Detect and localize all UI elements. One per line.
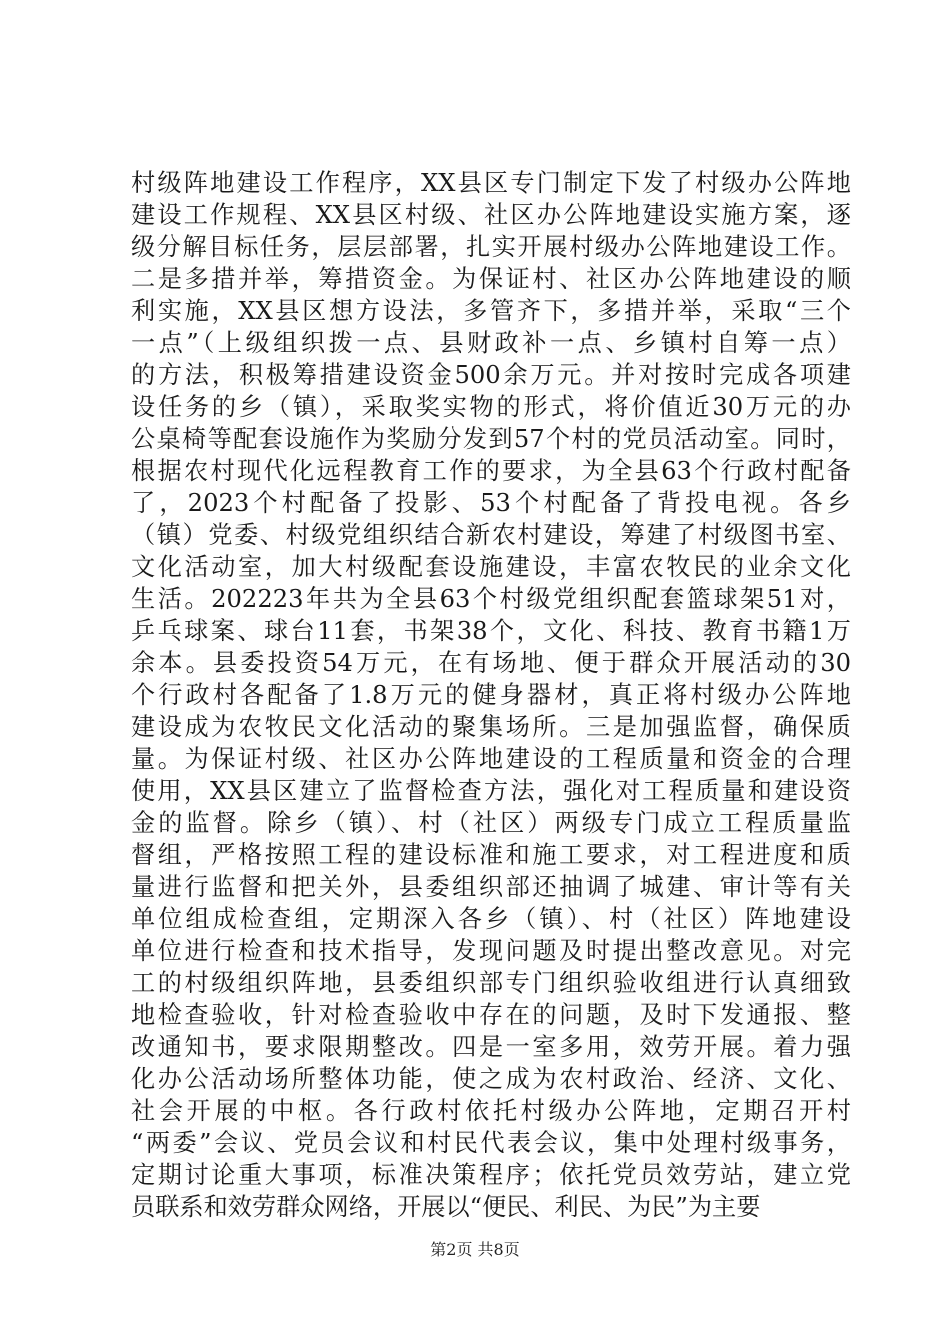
text-line: 化办公活动场所整体功能，使之成为农村政治、经济、文化、: [131, 1065, 851, 1093]
text-line: 二是多措并举，筹措资金。为保证村、社区办公阵地建设的顺: [131, 265, 851, 293]
text-line: 级分解目标任务，层层部署，扎实开展村级办公阵地建设工作。: [131, 233, 851, 261]
text-line: 设任务的乡（镇），采取奖实物的形式，将价值近30万元的办: [131, 393, 851, 421]
text-line: 生活。202223年共为全县63个村级党组织配套篮球架51对，: [131, 585, 851, 613]
text-line: 单位进行检查和技术指导，发现问题及时提出整改意见。对完: [131, 937, 851, 965]
text-line: “两委”会议、党员会议和村民代表会议，集中处理村级事务，: [131, 1129, 851, 1157]
text-line: 使用，XX县区建立了监督检查方法，强化对工程质量和建设资: [131, 777, 851, 805]
text-line: 利实施，XX县区想方设法，多管齐下，多措并举，采取“三个: [131, 297, 851, 325]
text-line: 一点”（上级组织拨一点、县财政补一点、乡镇村自筹一点）: [131, 329, 851, 357]
text-line: 量。为保证村级、社区办公阵地建设的工程质量和资金的合理: [131, 745, 851, 773]
text-line: 建设成为农牧民文化活动的聚集场所。三是加强监督，确保质: [131, 713, 851, 741]
text-line: 了，2023个村配备了投影、53个村配备了背投电视。各乡: [131, 489, 851, 517]
text-line: 工的村级组织阵地，县委组织部专门组织验收组进行认真细致: [131, 969, 851, 997]
text-line: 督组，严格按照工程的建设标准和施工要求，对工程进度和质: [131, 841, 851, 869]
text-line: 地检查验收，针对检查验收中存在的问题，及时下发通报、整: [131, 1001, 851, 1029]
text-line: 文化活动室，加大村级配套设施建设，丰富农牧民的业余文化: [131, 553, 851, 581]
text-line: 金的监督。除乡（镇）、村（社区）两级专门成立工程质量监: [131, 809, 851, 837]
body-paragraph: [131, 167, 851, 1223]
page-number-footer: 第2页 共8页: [430, 1240, 520, 1259]
text-line: 定期讨论重大事项，标准决策程序；依托党员效劳站，建立党: [131, 1161, 851, 1189]
text-line: 社会开展的中枢。各行政村依托村级办公阵地，定期召开村: [131, 1097, 851, 1125]
text-line: 单位组成检查组，定期深入各乡（镇）、村（社区）阵地建设: [131, 905, 851, 933]
text-line: 量进行监督和把关外，县委组织部还抽调了城建、审计等有关: [131, 873, 851, 901]
text-line: 公桌椅等配套设施作为奖励分发到57个村的党员活动室。同时，: [131, 425, 851, 453]
text-line: 余本。县委投资54万元，在有场地、便于群众开展活动的30: [131, 649, 851, 677]
text-line: 改通知书，要求限期整改。四是一室多用，效劳开展。着力强: [131, 1033, 851, 1061]
text-line: 个行政村各配备了1.8万元的健身器材，真正将村级办公阵地: [131, 681, 851, 709]
text-line: 建设工作规程、XX县区村级、社区办公阵地建设实施方案，逐: [131, 201, 851, 229]
text-line: 的方法，积极筹措建设资金500余万元。并对按时完成各项建: [131, 361, 851, 389]
text-line: 乒乓球案、球台11套，书架38个，文化、科技、教育书籍1万: [131, 617, 851, 645]
text-line: 村级阵地建设工作程序，XX县区专门制定下发了村级办公阵地: [131, 169, 851, 197]
text-line: 根据农村现代化远程教育工作的要求，为全县63个行政村配备: [131, 457, 851, 485]
text-line: 员联系和效劳群众网络，开展以“便民、利民、为民”为主要: [131, 1193, 761, 1221]
text-line: （镇）党委、村级党组织结合新农村建设，筹建了村级图书室、: [131, 521, 851, 549]
